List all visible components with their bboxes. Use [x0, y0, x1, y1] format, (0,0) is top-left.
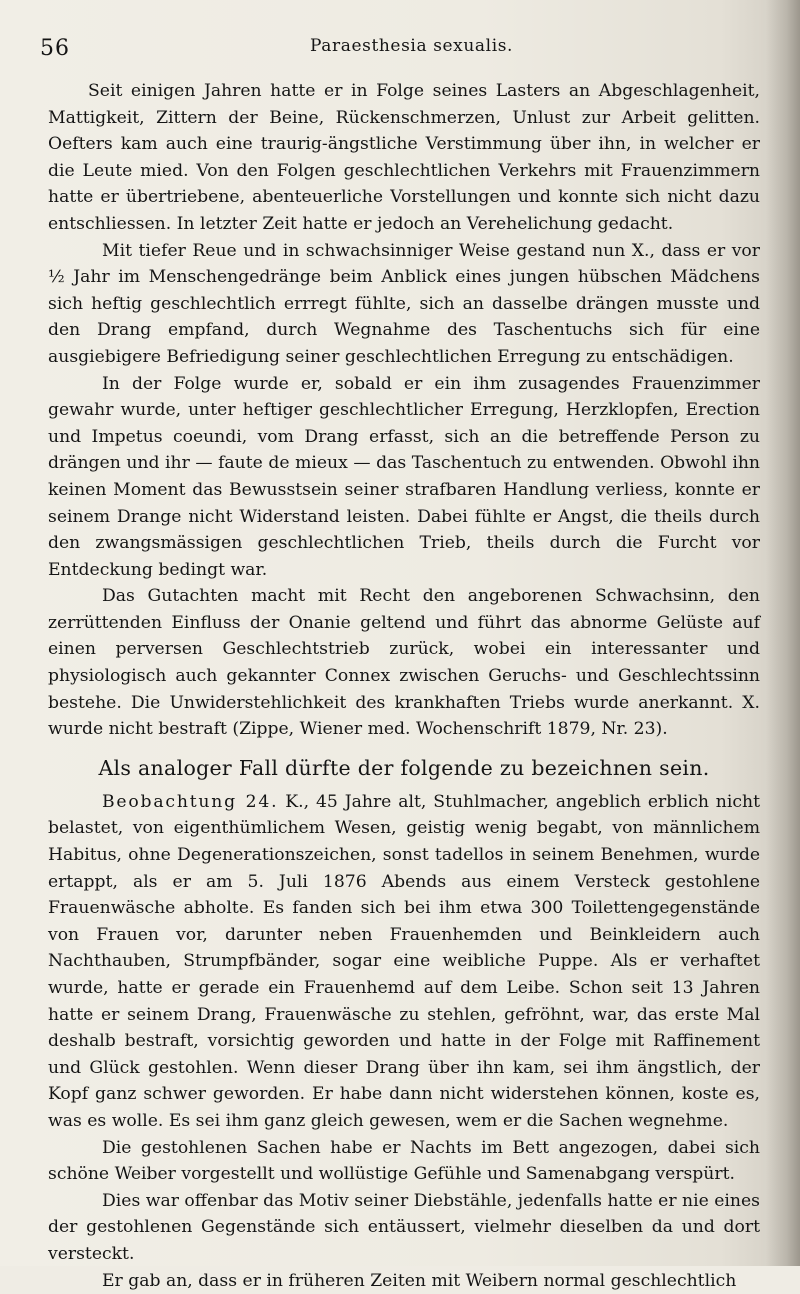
observation-paragraph	[48, 789, 760, 1135]
paragraph-2: Mit tiefer Reue und in schwachsinniger Weise gestand nun X., dass er vor ½ Jahr im Menschengedränge beim Anblick eines jungen hübschen Mädchens sich heftig geschlechtlich errregt fühlte, sich an dasselbe drängen musste und den Drang empfand, durch Wegnahme des Taschentuchs sich für eine ausgiebigere Befriedigung seiner geschlechtlichen Erregung zu entschädigen.	[48, 240, 760, 367]
paragraph-8: Er gab an, dass er in früheren Zeiten mit Weibern normal geschlechtlich	[102, 1270, 737, 1291]
page-edge-shadow	[766, 0, 800, 1266]
running-head	[0, 32, 800, 62]
section-heading: Als analoger Fall dürfte der folgende zu bezeichnen sein.	[98, 755, 710, 780]
paragraph-6: Die gestohlenen Sachen habe er Nachts im Bett angezogen, dabei sich schöne Weiber vorgestellt und wollüstige Gefühle und Samenabgang verspürt.	[48, 1137, 760, 1185]
body-text	[48, 78, 760, 1294]
observation-label: Beobachtung 24.	[102, 791, 279, 812]
observation-text: K., 45 Jahre alt, Stuhlmacher, angeblich erblich nicht belastet, von eigenthümlichem Wesen, geistig wenig begabt, von männlichem Habitus, ohne Degenerationszeichen, sonst tadellos in seinem Benehmen, wurde ertappt, als er am 5. Juli 1876 Abends aus einem Versteck gestohlene Frauenwäsche abholte. Es fanden sich bei ihm etwa 300 Toilettengegenstände von Frauen vor, darunter neben Frauenhemden und Beinkleidern auch Nachthauben, Strumpfbänder, sogar eine weibliche Puppe. Als er verhaftet wurde, hatte er gerade ein Frauenhemd auf dem Leibe. Schon seit 13 Jahren hatte er seinem Drang, Frauenwäsche zu stehlen, gefröhnt, war, das erste Mal deshalb bestraft, vorsichtig geworden und hatte in der Folge mit Raffinement und Glück gestohlen. Wenn dieser Drang über ihn kam, sei ihm ängstlich, der Kopf ganz schwer geworden. Er habe dann nicht widerstehen können, koste es, was es wolle. Es sei ihm ganz gleich gewesen, wem er die Sachen wegnehme.	[48, 791, 760, 1131]
paragraph-7: Dies war offenbar das Motiv seiner Diebstähle, jedenfalls hatte er nie eines der gestohlenen Gegenstände sich entäussert, vielmehr dieselben da und dort versteckt.	[48, 1190, 760, 1264]
paragraph-4: Das Gutachten macht mit Recht den angeborenen Schwachsinn, den zerrüttenden Einfluss der Onanie geltend und führt das abnorme Gelüste auf einen perversen Geschlechtstrieb zurück, wobei ein interessanter und physiologisch auch gekannter Connex zwischen Geruchs- und Geschlechtssinn bestehe. Die Unwiderstehlichkeit des krankhaften Triebs wurde anerkannt. X. wurde nicht bestraft (Zippe, Wiener med. Wochenschrift 1879, Nr. 23).	[48, 586, 760, 740]
page-number: 56	[40, 36, 70, 61]
paragraph-1: Seit einigen Jahren hatte er in Folge seines Lasters an Abgeschlagenheit, Mattigkeit, Zittern der Beine, Rückenschmerzen, Unlust zur Arbeit gelitten. Oefters kam auch eine traurig-ängstliche Verstimmung über ihn, in welcher er die Leute mied. Von den Folgen geschlechtlichen Verkehrs mit Frauenzimmern hatte er übertriebene, abenteuerliche Vorstellungen und konnte sich nicht dazu entschliessen. In letzter Zeit hatte er jedoch an Verehelichung gedacht.	[48, 81, 760, 234]
paragraph-3: In der Folge wurde er, sobald er ein ihm zusagendes Frauenzimmer gewahr wurde, unter heftiger geschlechtlicher Erregung, Herzklopfen, Erection und Impetus coeundi, vom Drang erfasst, sich an die betreffende Person zu drängen und ihr — faute de mieux — das Taschentuch zu entwenden. Obwohl ihn keinen Moment das Bewusstsein seiner strafbaren Handlung verliess, konnte er seinem Drange nicht Widerstand leisten. Dabei fühlte er Angst, die theils durch den zwangsmässigen geschlechtlichen Trieb, theils durch die Furcht vor Entdeckung bedingt war.	[48, 373, 760, 580]
running-title: Paraesthesia sexualis.	[310, 36, 514, 56]
